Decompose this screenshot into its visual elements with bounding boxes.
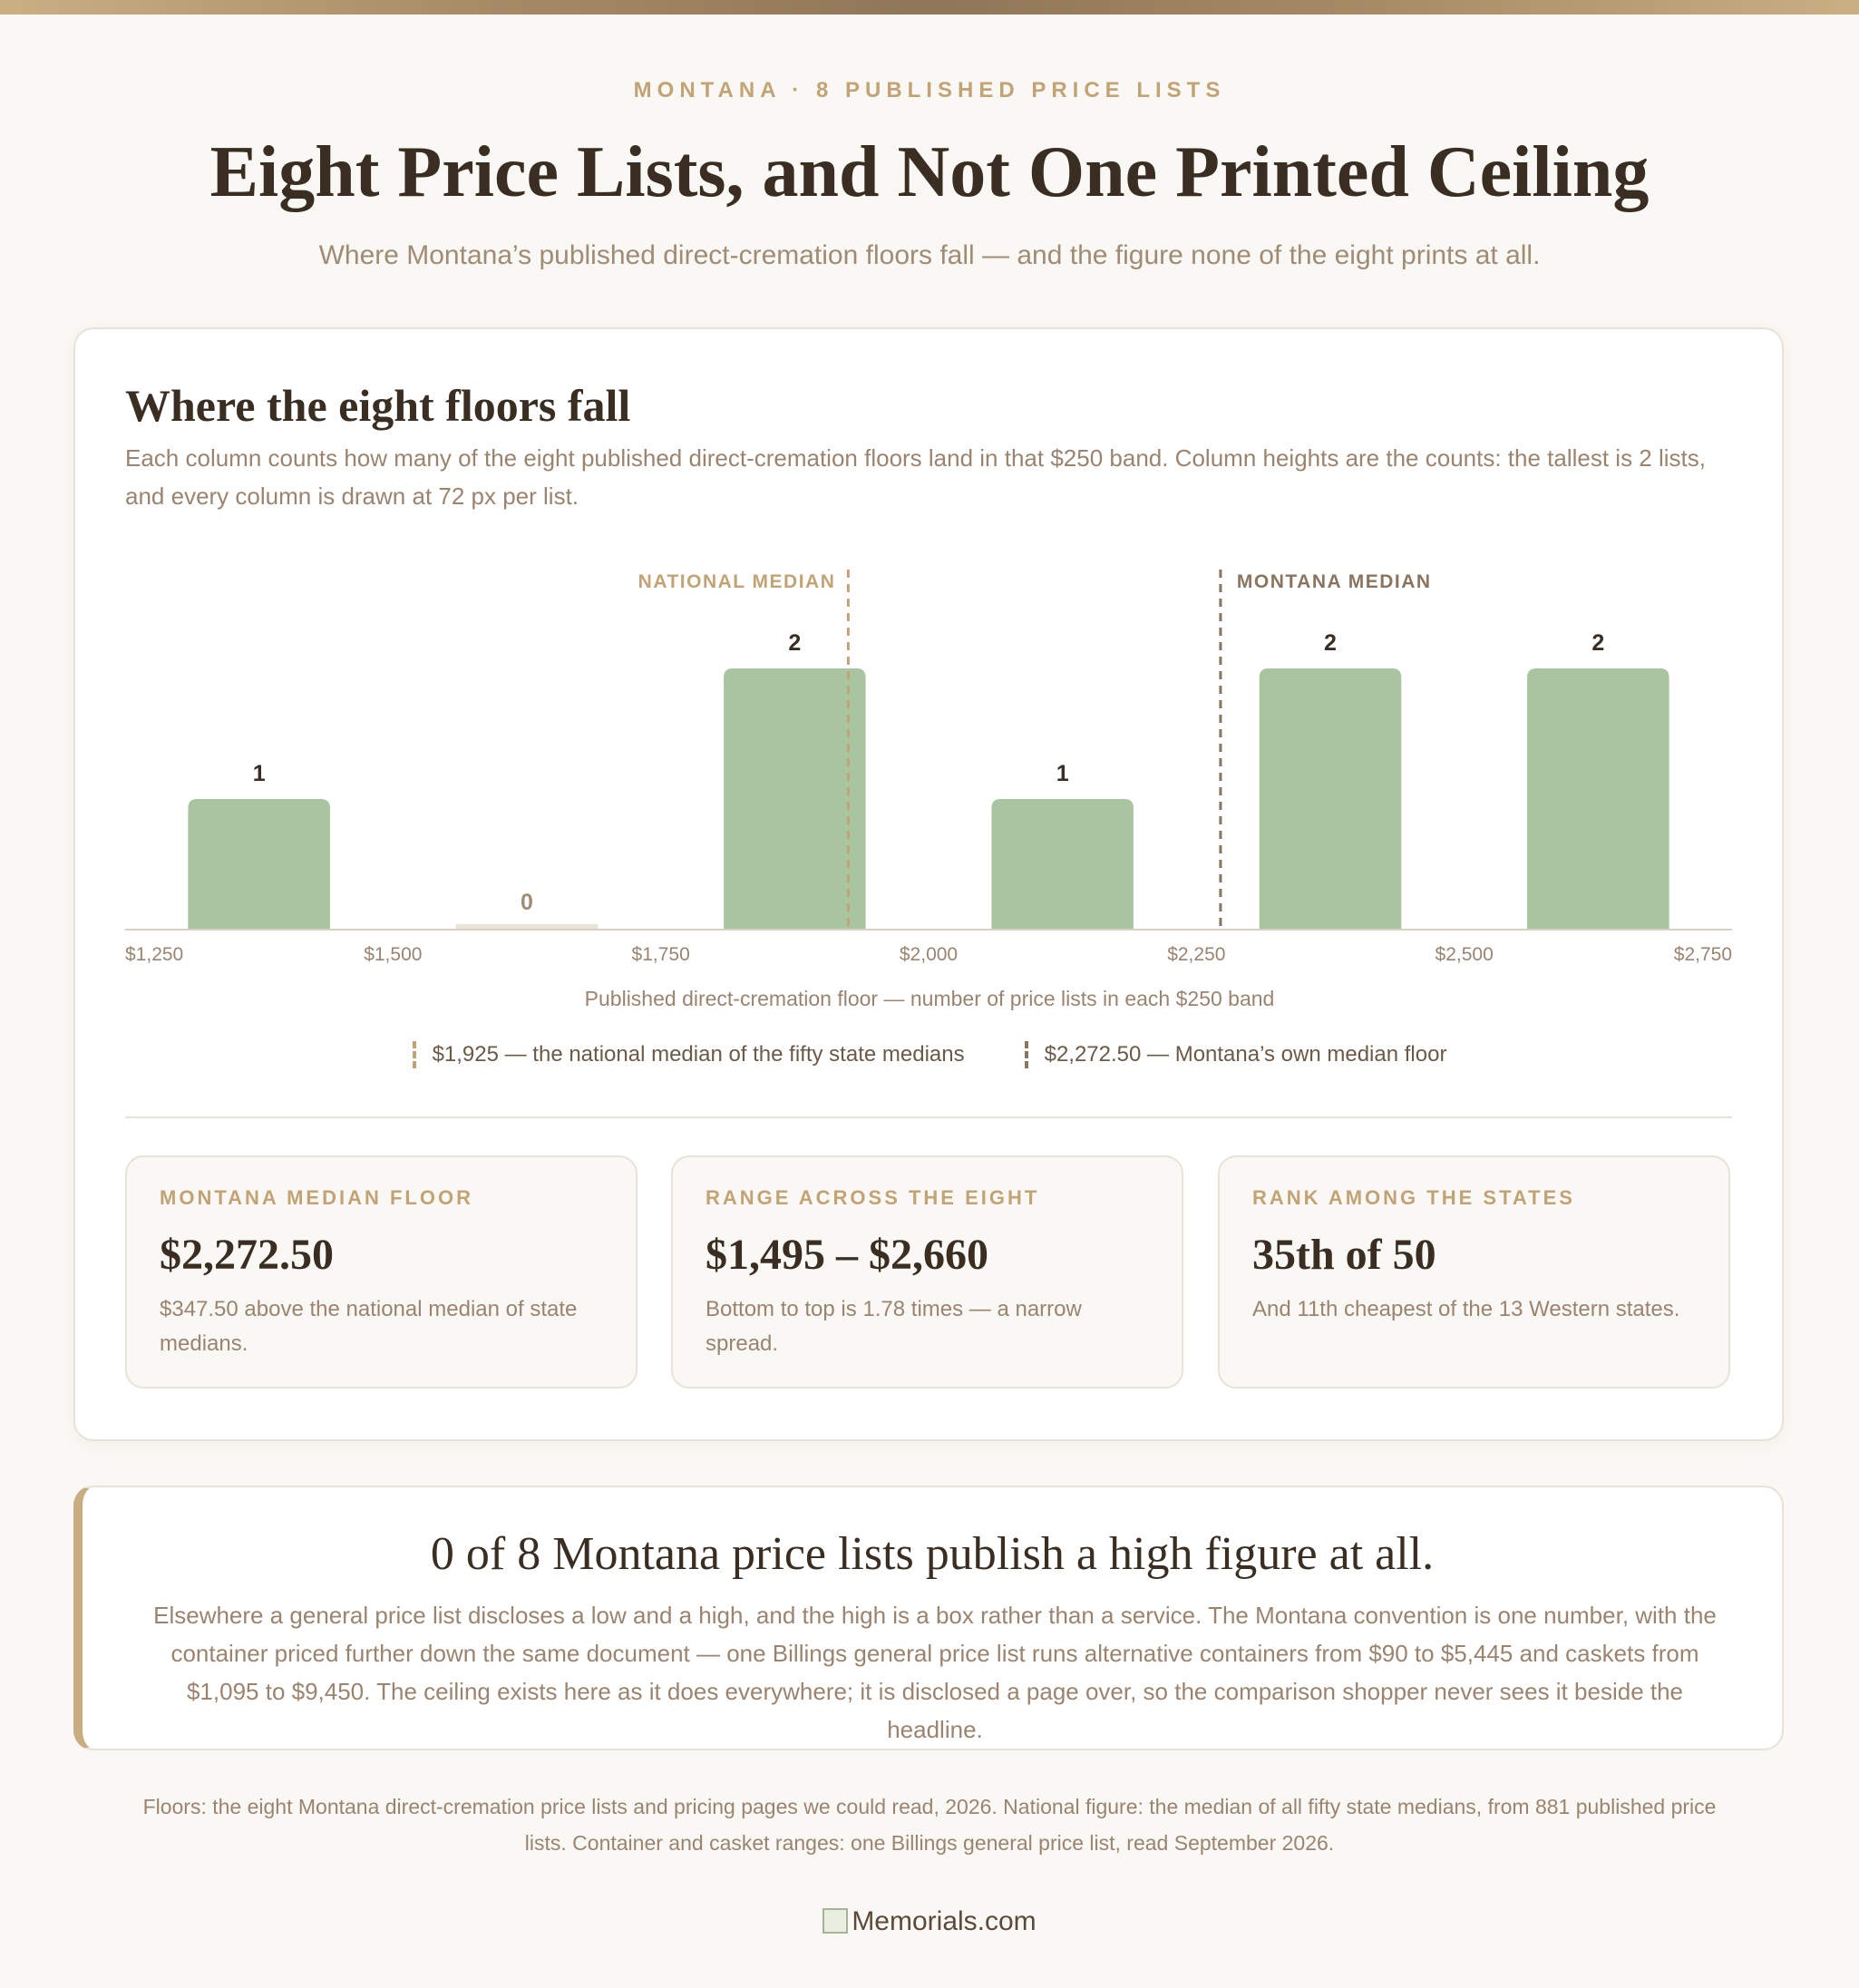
- bar-count-label: 0: [521, 890, 533, 915]
- histogram-bar: [991, 799, 1134, 930]
- memorials-logo[interactable]: [0, 1906, 1859, 1937]
- divider: [125, 1116, 1732, 1118]
- legend-item-montana-median: [1025, 1041, 1447, 1068]
- page-subtitle: Where Montana’s published direct-cremation floors fall — and the figure none of the eight prints at all.: [318, 240, 1541, 270]
- logo-alt-text: Memorials.com: [852, 1906, 1037, 1936]
- stat-card-range: [671, 1155, 1183, 1389]
- x-axis-label: Published direct-cremation floor — number of price lists in each $250 band: [584, 987, 1275, 1010]
- x-tick-label: $2,500: [1435, 944, 1494, 965]
- section-title: Where the eight floors fall: [125, 380, 631, 431]
- legend-swatch-national: [413, 1041, 416, 1068]
- stat-note: And 11th cheapest of the 13 Western states.: [1252, 1297, 1680, 1321]
- source-footnote: Floors: the eight Montana direct-cremation price lists and pricing pages we could read, 2026. National figure: the median of all fifty state medians, from 881 published price lists. Container and casket ranges: one Billings general price list, read September 2026.: [142, 1795, 1717, 1855]
- kicker: MONTANA · 8 PUBLISHED PRICE LISTS: [633, 78, 1226, 102]
- x-tick-label: $1,250: [125, 944, 184, 965]
- histogram-bar: [1260, 668, 1402, 930]
- stat-label: RANGE ACROSS THE EIGHT: [706, 1186, 1040, 1209]
- legend-label-montana: $2,272.50 — Montana’s own median floor: [1044, 1042, 1447, 1067]
- bar-count-label: 2: [1324, 630, 1337, 656]
- histogram-bar: [724, 668, 866, 930]
- legend-item-national-median: [413, 1041, 965, 1068]
- chart-legend: [0, 1041, 1859, 1068]
- bar-count-label: 1: [252, 761, 266, 786]
- bar-count-label: 1: [1056, 761, 1069, 786]
- stat-note: $347.50 above the national median of state medians.: [160, 1297, 578, 1356]
- callout-body: Elsewhere a general price list discloses a low and a high, and the high is a box rather than a service. The Montana convention is one number, with the container priced further down the same document — one Billings general price list runs alternative containers from $90 to $5,445 and caskets from $1,095 to $9,450. The ceiling exists here as it does everywhere; it is disclosed a page over, so the comparison shopper never sees it beside the headline.: [153, 1602, 1717, 1743]
- stat-note: Bottom to top is 1.78 times — a narrow spread.: [706, 1297, 1082, 1356]
- page-title: Eight Price Lists, and Not One Printed Ceiling: [209, 132, 1650, 212]
- bar-count-label: 2: [1591, 630, 1605, 656]
- section-description: Each column counts how many of the eight published direct-cremation floors land in that $250 band. Column heights are the counts: the tallest is 2 lists, and every column is drawn at 72 px per list.: [125, 444, 1706, 510]
- legend-swatch-montana: [1025, 1041, 1028, 1068]
- histogram-bar: [1527, 668, 1669, 930]
- x-tick-label: $1,500: [364, 944, 423, 965]
- legend-label-national: $1,925 — the national median of the fifty state medians: [432, 1042, 965, 1067]
- montana-median-label: MONTANA MEDIAN: [1236, 571, 1432, 592]
- stat-label: MONTANA MEDIAN FLOOR: [160, 1186, 473, 1209]
- x-tick-label: $1,750: [631, 944, 690, 965]
- x-tick-label: $2,000: [899, 944, 959, 965]
- x-tick-label: $2,250: [1167, 944, 1226, 965]
- callout-headline: 0 of 8 Montana price lists publish a high figure at all.: [430, 1528, 1435, 1580]
- bar-count-label: 2: [788, 630, 802, 656]
- stat-value: 35th of 50: [1252, 1231, 1436, 1279]
- broken-image-icon: [822, 1908, 848, 1934]
- national-median-label: NATIONAL MEDIAN: [638, 571, 836, 592]
- callout-box: [73, 1486, 1784, 1750]
- stat-card-median: [125, 1155, 638, 1389]
- stat-card-rank: [1218, 1155, 1730, 1389]
- x-tick-label: $2,750: [1673, 944, 1732, 965]
- stat-value: $2,272.50: [160, 1231, 334, 1279]
- stat-value: $1,495 – $2,660: [706, 1231, 988, 1279]
- histogram-bar: [188, 799, 330, 930]
- stat-label: RANK AMONG THE STATES: [1252, 1186, 1575, 1209]
